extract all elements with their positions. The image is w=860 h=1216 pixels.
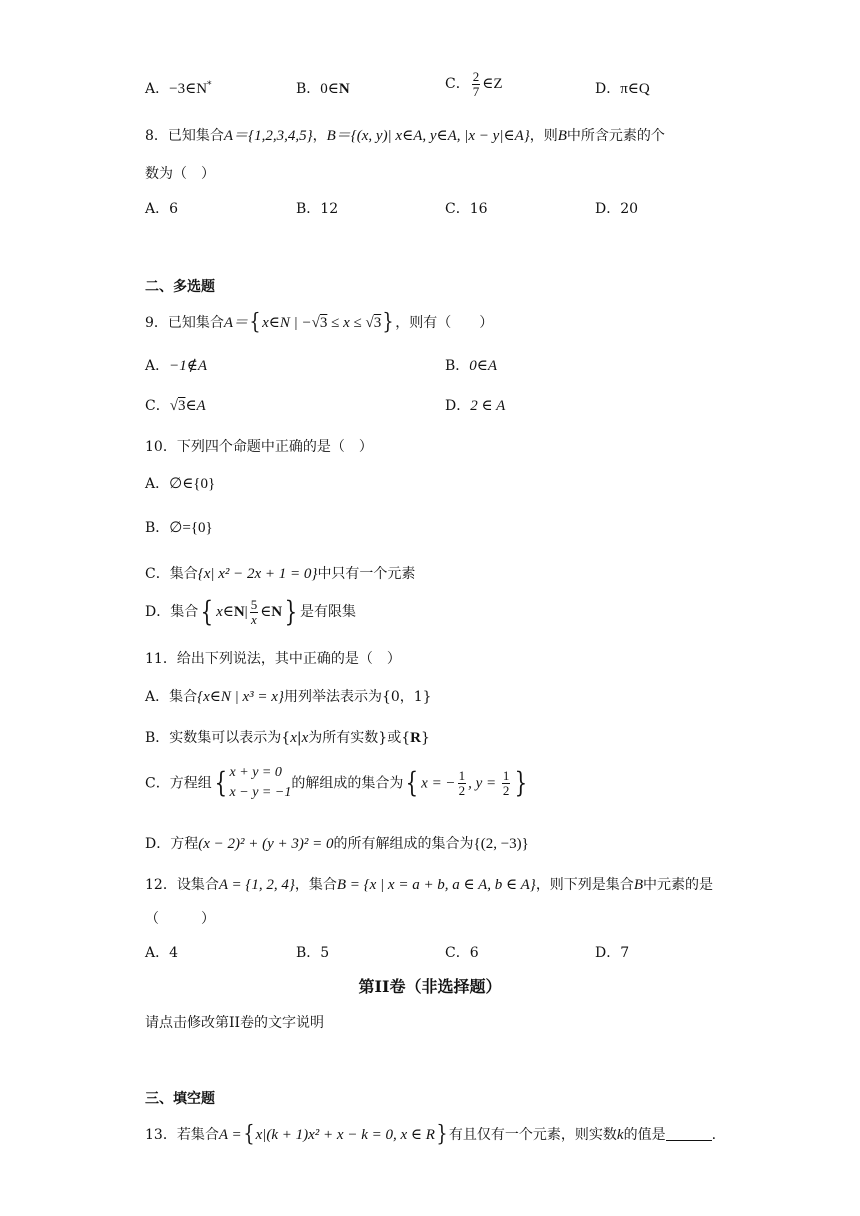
q9-option-d: D．2 ∈ A xyxy=(445,398,506,414)
q8-option-a: A．6 xyxy=(145,201,179,217)
q12-stem: 12．设集合A = {1, 2, 4}，集合B = {x | x = a + b, a ∈ A, b ∈ A}，则下列是集合B中元素的是 xyxy=(145,877,713,893)
q7-option-d: D．π∈Q xyxy=(595,81,650,97)
q11-stem: 11．给出下列说法，其中正确的是（ ） xyxy=(145,651,401,667)
q9-option-c: C．√3∈A xyxy=(145,398,206,414)
q12-option-b: B．5 xyxy=(296,945,330,961)
q10-option-d: D．集合{ x∈N| $\frac{5}{x}$ ∈N} 是有限集 xyxy=(145,595,356,629)
q10-option-b: B．∅={0} xyxy=(145,520,213,536)
q10-option-a: A．∅∈{0} xyxy=(145,476,216,492)
q10-stem: 10．下列四个命题中正确的是（ ） xyxy=(145,439,373,455)
volume-2-note[interactable]: 请点击修改第II卷的文字说明 xyxy=(145,1015,325,1031)
q8-stem: 8．已知集合A＝{1,2,3,4,5}，B＝{(x, y)| x∈A, y∈A, |x − y|∈A}，则B中所含元素的个 xyxy=(145,128,665,144)
q7-option-a: A．−3∈N* xyxy=(145,80,212,97)
q11-option-d: D．方程(x − 2)² + (y + 3)² = 0的所有解组成的集合为{(2, −3)} xyxy=(145,836,529,852)
q9-stem: 9．已知集合A＝{x∈N | −√3 ≤ x ≤ √3}，则有（ ） xyxy=(145,310,494,335)
q9-option-a: A．−1∉A xyxy=(145,358,208,374)
q10-option-c: C．集合{x| x² − 2x + 1 = 0}中只有一个元素 xyxy=(145,566,416,582)
q12-stem-line2: （ ） xyxy=(145,911,215,927)
q7-option-c: C． $\frac{2}{7}$ ∈Z xyxy=(445,69,503,99)
q8-option-b: B．12 xyxy=(296,201,339,217)
q7-option-b: B．0∈N xyxy=(296,81,350,97)
q8-stem-line2: 数为（ ） xyxy=(145,166,215,182)
q12-option-a: A．4 xyxy=(145,945,179,961)
q13-stem: 13．若集合A ={x|(k + 1)x² + x − k = 0, x ∈ R}有且仅有一个元素，则实数k的值是 . xyxy=(145,1122,717,1147)
section-heading-multiple-choice: 二、多选题 xyxy=(145,279,215,295)
q9-option-b: B．0∈A xyxy=(445,358,498,374)
q11-option-a: A．集合{x∈N | x³ = x}用列举法表示为{0，1} xyxy=(145,689,432,705)
q8-option-d: D．20 xyxy=(595,201,639,217)
q13-answer-blank[interactable] xyxy=(666,1126,712,1141)
q8-option-c: C．16 xyxy=(445,201,488,217)
volume-2-title: 第II卷（非选择题） xyxy=(358,977,502,996)
q11-option-b: B．实数集可以表示为{x|x为所有实数}或{R} xyxy=(145,730,430,746)
q11-option-c: C．方程组{ x + y = 0 x − y = −1 的解组成的集合为{ x = − $\frac{1}{2}$ , y = $\frac{1}{2}$ } xyxy=(145,765,528,801)
q12-option-d: D．7 xyxy=(595,945,630,961)
q12-option-c: C．6 xyxy=(445,945,479,961)
section-heading-fill-in: 三、填空题 xyxy=(145,1091,215,1107)
